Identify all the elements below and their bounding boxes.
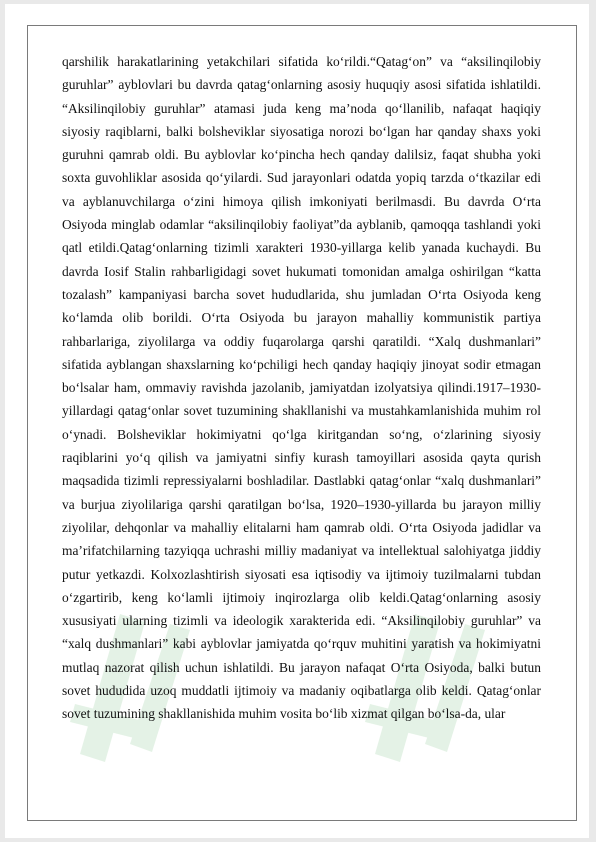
document-page: [5, 4, 589, 838]
body-paragraph: qarshilik harakatlarining yetakchilari sifatida ko‘rildi.“Qatag‘on” va “aksilinqilobiy guruhlar” ayblovlari bu davrda qatag‘onlarning asosiy huquqiy asosi sifatida ishlatildi. “Aksilinqilobiy guruhlar” atamasi juda keng ma’noda qo‘llanilib, nafaqat haqiqiy siyosiy raqiblarni, balki bolsheviklar siyosatiga norozi bo‘lgan har qanday shaxs yoki guruhni qamrab oldi. Bu ayblovlar ko‘pincha hech qanday dalilsiz, faqat shubha yoki soxta guvohliklar asosida qo‘yilardi. Sud jarayonlari odatda yopiq tarzda o‘tkazilar edi va ayblanuvchilarga o‘zini himoya qilish imkoniyati berilmasdi. Bu davrda O‘rta Osiyoda minglab odamlar “aksilinqilobiy faoliyat”da ayblanib, qamoqqa tashlandi yoki qatl etildi.Qatag‘onlarning tizimli xarakteri 1930-yillarga kelib yanada kuchaydi. Bu davrda Iosif Stalin rahbarligidagi sovet hukumati tomonidan amalga oshirilgan “katta tozalash” kampaniyasi barcha sovet hududlarida, shu jumladan O‘rta Osiyoda keng ko‘lamda olib borildi. O‘rta Osiyoda bu jarayon mahalliy kommunistik partiya rahbarlariga, ziyolilarga va oddiy fuqarolarga qarshi qaratildi. “Xalq dushmanlari” sifatida ayblangan shaxslarning ko‘pchiligi hech qanday haqiqiy jinoyat sodir etmagan bo‘lsalar ham, ommaviy ravishda jazolanib, jamiyatdan izolyatsiya qilindi.1917–1930-yillardagi qatag‘onlar sovet tuzumining shakllanishi va mustahkamlanishida muhim rol o‘ynadi. Bolsheviklar hokimiyatni qo‘lga kiritgandan so‘ng, o‘zlarining siyosiy raqiblarini yo‘q qilish va jamiyatni sinfiy kurash tamoyillari asosida qayta qurish maqsadida tizimli repressiyalarni boshladilar. Dastlabki qatag‘onlar “xalq dushmanlari” va burjua ziyolilariga qarshi qaratilgan bo‘lsa, 1920–1930-yillarda bu jarayon milliy ziyolilar, dehqonlar va mahalliy elitalarni ham qamrab oldi. O‘rta Osiyoda jadidlar va ma’rifatchilarning tazyiqqa uchrashi milliy madaniyat va intellektual salohiyatga jiddiy putur yetkazdi. Kolxozlashtirish siyosati esa iqtisodiy va ijtimoiy tuzilmalarni tubdan o‘zgartirib, keng ko‘lamli ijtimoiy inqirozlarga olib keldi.Qatag‘onlarning asosiy xususiyati ularning tizimli va ideologik xarakterida edi. “Aksilinqilobiy guruhlar” va “xalq dushmanlari” kabi ayblovlar jamiyatda qo‘rquv muhitini yaratish va hokimiyatni mutlaq nazorat qilish uchun ishlatildi. Bu jarayon nafaqat O‘rta Osiyoda, balki butun sovet hududida uzoq muddatli ijtimoiy va madaniy oqibatlarga olib keldi. Qatag‘onlar sovet tuzumining shakllanishida muhim vosita bo‘lib xizmat qilgan bo‘lsa-da, ular: [62, 54, 541, 722]
